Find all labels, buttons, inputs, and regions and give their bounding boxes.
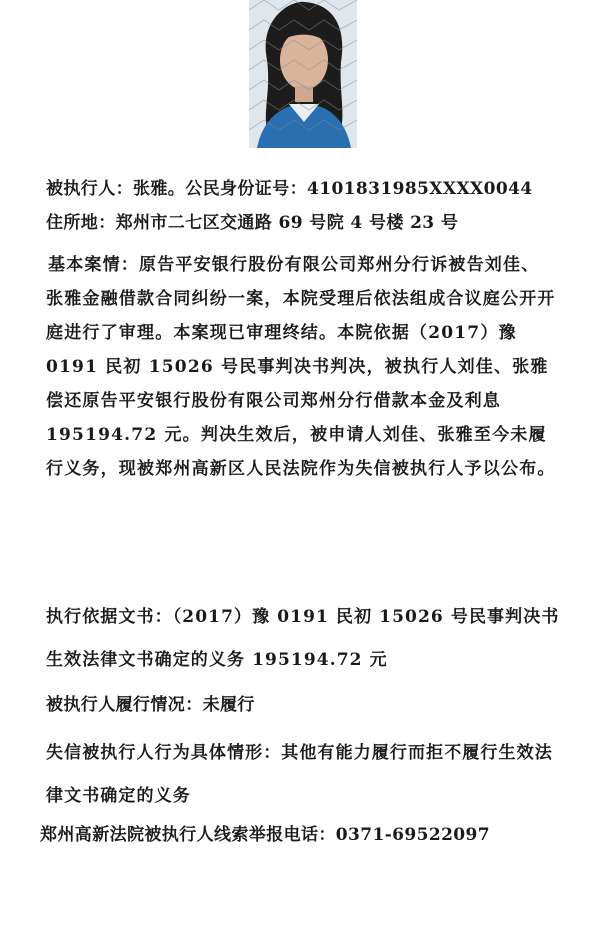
report-hotline: 郑州高新法院被执行人线索举报电话：0371-69522097 — [40, 825, 490, 845]
debtor-address-line: 住所地：郑州市二七区交通路 69 号院 4 号楼 23 号 — [46, 213, 459, 233]
portrait-photo — [249, 0, 357, 148]
debtor-id-line: 被执行人：张雅。公民身份证号：4101831985XXXX0044 — [46, 179, 533, 199]
enforcement-basis: 执行依据文书：（2017）豫 0191 民初 15026 号民事判决书生效法律文书确定的义务 195194.72 元 — [46, 607, 560, 670]
performance-status: 被执行人履行情况：未履行 — [46, 695, 255, 715]
portrait-image — [249, 0, 357, 148]
case-summary: 基本案情：原告平安银行股份有限公司郑州分行诉被告刘佳、张雅金融借款合同纠纷一案，本院受理后依法组成合议庭公开开庭进行了审理。本案现已审理终结。本院依据（2017）豫 0191 民初 15026 号民事判决书判决，被执行人刘佳、张雅偿还原告平安银行股份有限公司郑州分行借款本金及利息 195194.72 元。判决生效后，被申请人刘佳、张雅至今未履行义务，现被郑州高新区人民法院作为失信被执行人予以公布。 — [46, 255, 556, 479]
breach-situation: 失信被执行人行为具体情形：其他有能力履行而拒不履行生效法律文书确定的义务 — [46, 743, 553, 806]
